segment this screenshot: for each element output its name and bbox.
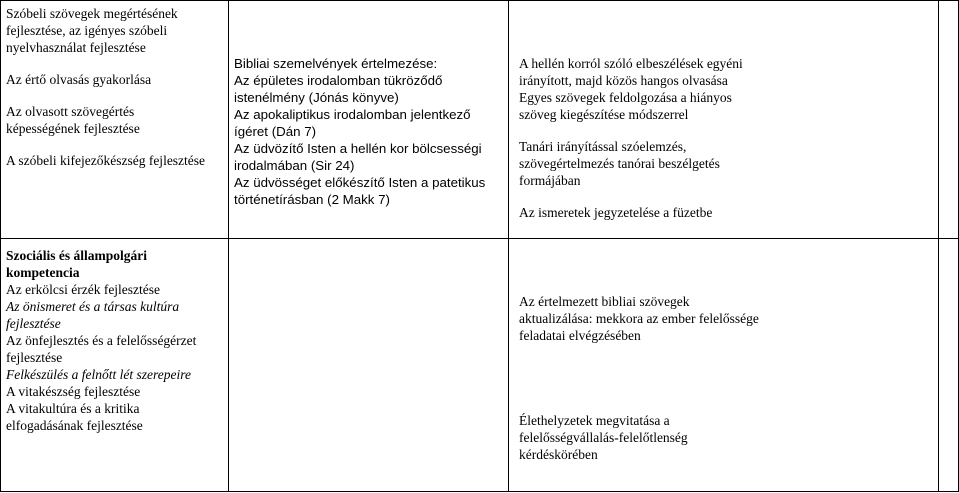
text-line: kompetencia — [6, 264, 80, 280]
competence-cell — [1, 1, 229, 239]
text-line: Az ismeretek jegyzetelése a füzetbe — [519, 205, 713, 220]
text-line: Tanári irányítással szóelemzés, — [519, 139, 687, 154]
text-line: Az épületes irodalomban tükröződő — [234, 73, 443, 88]
text-line: ígéret (Dán 7) — [234, 124, 317, 139]
text-line: formájában — [519, 173, 581, 188]
text-line: Szociális és állampolgári — [6, 247, 147, 263]
text-line: Egyes szövegek feldolgozása a hiányos — [519, 90, 732, 105]
text-line: Az értő olvasás gyakorlása — [6, 72, 152, 87]
content-cell — [229, 238, 509, 491]
text-line: Az önismeret és a társas kultúra — [6, 298, 180, 314]
activity-cell — [509, 1, 939, 239]
text-line: A vitakészség fejlesztése — [6, 383, 141, 399]
table-row — [1, 1, 959, 239]
competence-cell — [1, 238, 229, 491]
text-line: Az apokaliptikus irodalomban jelentkező — [234, 107, 471, 122]
text-line: fejlesztése, az igényes szóbeli — [6, 23, 168, 38]
text-line: kérdéskörében — [519, 446, 598, 462]
text-line: A hellén korról szóló elbeszélések egyéni — [519, 56, 743, 71]
text-line: Az olvasott szövegértés — [6, 104, 135, 119]
text-line: irányított, majd közös hangos olvasása — [519, 73, 728, 88]
text-line: A vitakultúra és a kritika — [6, 400, 140, 416]
text-line: Felkészülés a felnőtt lét szerepeire — [6, 366, 191, 382]
text-line: Szóbeli szövegek megértésének — [6, 6, 178, 21]
empty-cell — [939, 238, 959, 491]
text-line: aktualizálása: mekkora az ember felelőssége — [519, 310, 759, 326]
text-line: Az üdvözítő Isten a hellén kor bölcsességi — [234, 141, 482, 156]
text-line: fejlesztése — [6, 315, 61, 331]
text-line: nyelvhasználat fejlesztése — [6, 40, 146, 55]
text-line: felelősségvállalás-felelőtlenség — [519, 429, 688, 445]
text-line: Az önfejlesztés és a felelősségérzet — [6, 332, 197, 348]
content-cell — [229, 1, 509, 239]
text-line: Az üdvösséget előkészítő Isten a patetikus — [234, 175, 486, 190]
text-line: istenélmény (Jónás könyve) — [234, 90, 399, 105]
text-line: elfogadásának fejlesztése — [6, 417, 143, 433]
text-line: Bibliai szemelvények értelmezése: — [234, 56, 438, 71]
text-line: képességének fejlesztése — [6, 121, 140, 136]
text-line: történetírásban (2 Makk 7) — [234, 192, 390, 207]
empty-cell — [939, 1, 959, 239]
text-line: Az értelmezett bibliai szövegek — [519, 293, 690, 309]
table-row — [1, 238, 959, 491]
activity-cell — [509, 238, 939, 491]
text-line: Élethelyzetek megvitatása a — [519, 412, 670, 428]
text-line: szöveg kiegészítése módszerrel — [519, 107, 689, 122]
text-line: fejlesztése — [6, 349, 63, 365]
text-line: szövegértelmezés tanórai beszélgetés — [519, 156, 720, 171]
text-line: Az erkölcsi érzék fejlesztése — [6, 281, 161, 297]
text-line: irodalmában (Sir 24) — [234, 158, 355, 173]
text-line: A szóbeli kifejezőkészség fejlesztése — [6, 153, 206, 168]
text-line: feladatai elvégzésében — [519, 327, 641, 343]
